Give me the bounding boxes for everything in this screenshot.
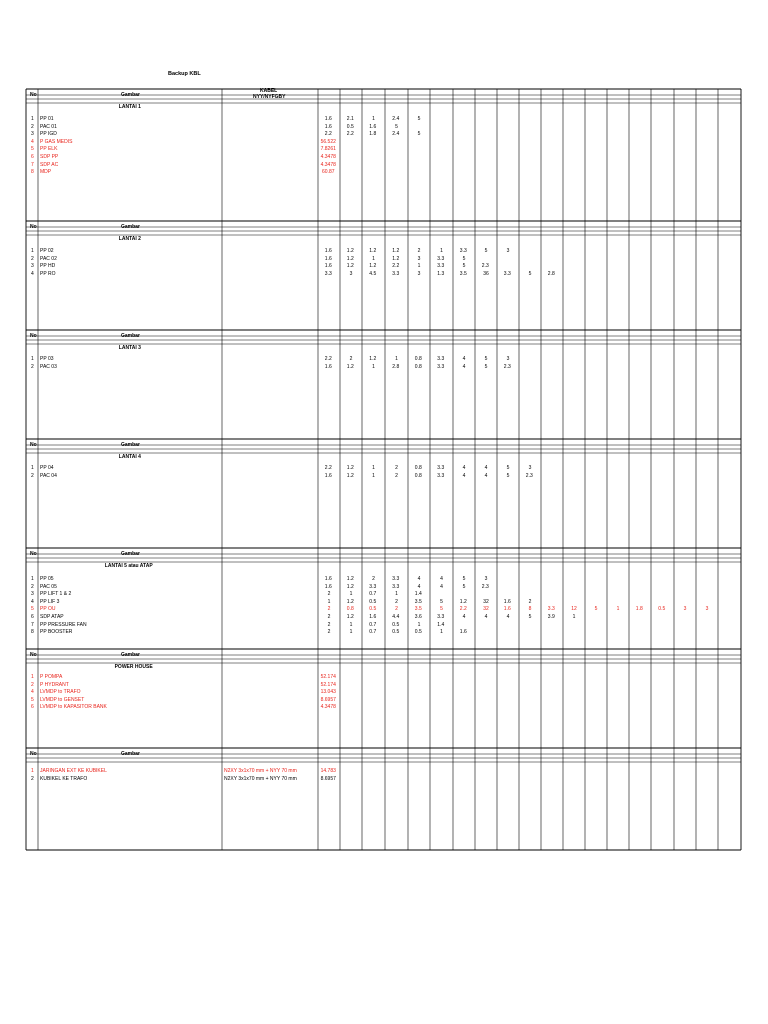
row-value: 1.8 (635, 606, 643, 613)
row-value: 52.174 (320, 681, 336, 688)
gambar-header: Gambar (121, 442, 140, 448)
row-value: 2.3 (503, 363, 511, 370)
row-number: 4 (31, 270, 34, 277)
row-value: 1.2 (346, 248, 354, 254)
row-number: 3 (31, 131, 34, 138)
row-value: 2 (417, 248, 421, 254)
row-value: 3.5 (414, 598, 422, 605)
row-value: 12 (571, 606, 577, 613)
row-value: 3.5 (459, 270, 467, 277)
gambar-header: Gambar (121, 652, 140, 658)
row-value: 1.2 (346, 255, 354, 262)
row-cable: N2XY 3x1x70 mm + NYY 70 mm (224, 768, 297, 774)
row-value: 3 (506, 248, 510, 254)
row-value: 2 (327, 629, 331, 636)
row-value: 1 (349, 629, 353, 636)
row-value: 3 (417, 255, 421, 262)
row-value: 4 (417, 576, 421, 582)
row-number: 2 (31, 363, 34, 370)
no-header: No (30, 224, 37, 230)
row-name: LVMDP to TRAFO (40, 689, 81, 696)
row-value: 1 (372, 363, 375, 370)
row-value: 0.5 (369, 598, 377, 605)
row-value: 4.3478 (320, 704, 336, 711)
row-value: 3 (417, 270, 421, 277)
row-value: 1.6 (369, 123, 377, 130)
gambar-header: Gambar (121, 551, 140, 557)
row-value: 1 (372, 255, 375, 262)
row-value: 2.2 (346, 131, 354, 138)
row-value: 1.2 (346, 472, 354, 479)
row-value: 5 (395, 123, 398, 130)
row-name: PP IGD (40, 131, 57, 138)
row-value: 0.7 (369, 629, 377, 636)
row-value: 1.6 (459, 629, 467, 636)
no-header: No (30, 652, 37, 658)
row-value: 13.043 (320, 689, 336, 696)
row-value: 0.5 (346, 123, 354, 130)
row-value: 1.2 (346, 576, 354, 582)
row-value: 2.8 (547, 270, 555, 277)
row-name: KUBIKEL KE TRAFO (40, 775, 88, 782)
row-value: 2 (327, 621, 331, 628)
row-value: 0.7 (369, 621, 377, 628)
row-name: PAC 04 (40, 472, 57, 479)
row-name: PP OU (40, 606, 56, 613)
page-title: Backup KBL (168, 71, 201, 77)
row-value: 3.3 (503, 270, 511, 277)
row-value: 3.3 (437, 263, 445, 270)
row-value: 1 (440, 629, 443, 636)
row-name: PP 04 (40, 465, 54, 471)
row-value: 0.8 (414, 465, 422, 471)
gambar-header: Gambar (121, 333, 140, 339)
row-value: 5 (484, 356, 488, 362)
no-header: No (30, 333, 37, 339)
row-value: 2 (372, 576, 375, 582)
section-title: POWER HOUSE (114, 664, 153, 670)
row-value: 3.3 (369, 583, 377, 590)
row-value: 2 (395, 606, 398, 613)
row-value: 4 (484, 465, 488, 471)
row-value: 2.1 (346, 116, 354, 122)
row-name: PP HD (40, 263, 56, 270)
no-header: No (30, 92, 37, 98)
row-value: 8.6957 (320, 696, 336, 703)
row-name: LVMDP to GENSET (40, 696, 85, 703)
row-value: 2.2 (392, 263, 400, 270)
section-title: LANTAI 1 (118, 104, 141, 110)
row-value: 3.3 (437, 255, 445, 262)
row-value: 56.522 (320, 138, 336, 145)
row-value: 3.3 (392, 583, 400, 590)
row-value: 3.3 (459, 248, 467, 254)
gambar-header: Gambar (121, 224, 140, 230)
row-value: 1.6 (324, 123, 332, 130)
row-name: JARINGAN EXT KE KUBIKEL (40, 768, 107, 774)
row-value: 1 (395, 591, 398, 598)
row-value: 2 (327, 591, 331, 598)
row-value: 4 (462, 614, 466, 620)
row-value: 1 (349, 621, 353, 628)
row-value: 1.6 (324, 576, 332, 582)
row-number: 1 (31, 356, 34, 362)
row-value: 2.4 (392, 116, 400, 122)
row-value: 5 (440, 606, 443, 613)
row-value: 4.3478 (320, 154, 336, 160)
row-value: 3.3 (392, 576, 400, 582)
row-value: 1.2 (346, 263, 354, 270)
row-value: 2.2 (459, 606, 467, 613)
row-value: 1.2 (346, 583, 354, 590)
row-value: 1.3 (437, 270, 445, 277)
row-value: 3.3 (437, 465, 445, 471)
row-number: 1 (31, 248, 34, 254)
row-value: 1.2 (392, 255, 400, 262)
row-value: 5 (528, 270, 532, 277)
row-cable: N2XY 3x1x70 mm + NYY 70 mm (224, 775, 297, 782)
row-value: 0.8 (414, 472, 422, 479)
row-number: 1 (31, 465, 34, 471)
row-value: 2.8 (392, 363, 400, 370)
row-number: 1 (31, 674, 34, 680)
row-value: 52.174 (320, 674, 336, 680)
row-value: 2.2 (324, 131, 332, 138)
row-number: 7 (31, 621, 34, 628)
row-name: PP LIFT 1 & 2 (40, 591, 72, 598)
row-number: 1 (31, 576, 34, 582)
row-value: 3.3 (392, 270, 400, 277)
row-value: 4.5 (369, 270, 377, 277)
row-value: 2 (327, 614, 331, 620)
row-value: 1 (327, 598, 331, 605)
row-value: 1.6 (369, 614, 377, 620)
row-number: 2 (31, 775, 34, 782)
row-value: 1.6 (324, 263, 332, 270)
row-value: 4 (484, 614, 488, 620)
gambar-header: Gambar (121, 751, 140, 757)
row-value: 4 (484, 472, 488, 479)
row-value: 60.87 (322, 169, 335, 176)
row-value: 2 (395, 472, 398, 479)
row-value: 0.5 (658, 606, 666, 613)
row-value: 4 (462, 356, 466, 362)
row-value: 0.5 (369, 606, 377, 613)
row-name: PAC 02 (40, 255, 57, 262)
row-value: 5 (528, 614, 532, 620)
row-value: 3.3 (437, 356, 445, 362)
row-name: SDP PP (40, 154, 59, 160)
row-value: 4 (440, 576, 443, 582)
row-name: SDP ATAP (40, 614, 64, 620)
row-value: 5 (462, 576, 466, 582)
row-name: MDP (40, 169, 52, 176)
row-value: 3.3 (437, 363, 445, 370)
row-value: 3.3 (324, 270, 332, 277)
row-value: 0.5 (414, 629, 422, 636)
row-value: 1.2 (369, 356, 377, 362)
row-number: 3 (31, 263, 34, 270)
row-value: 1.6 (503, 606, 511, 613)
row-value: 3.3 (437, 472, 445, 479)
row-number: 5 (31, 606, 34, 613)
row-number: 6 (31, 704, 34, 711)
row-value: 1.2 (346, 465, 354, 471)
row-value: 2 (395, 465, 398, 471)
row-name: PP 05 (40, 576, 54, 582)
row-number: 2 (31, 583, 34, 590)
row-value: 1.2 (392, 248, 400, 254)
row-value: 4 (462, 363, 466, 370)
row-value: 5 (462, 263, 466, 270)
row-value: 1.2 (346, 363, 354, 370)
row-value: 5 (462, 255, 466, 262)
row-name: SDP AC (40, 161, 59, 168)
row-value: 8.6957 (320, 775, 336, 782)
row-value: 3 (506, 356, 510, 362)
row-number: 3 (31, 591, 34, 598)
row-name: LVMDP to KAPASITOR BANK (40, 704, 107, 711)
row-value: 1.2 (459, 598, 467, 605)
no-header: No (30, 551, 37, 557)
row-value: 0.5 (392, 629, 400, 636)
row-name: PP 03 (40, 356, 54, 362)
row-value: 1.2 (346, 614, 354, 620)
row-value: 1.6 (503, 598, 511, 605)
row-value: 1.6 (324, 255, 332, 262)
row-value: 0.7 (369, 591, 377, 598)
row-value: 1.6 (324, 248, 332, 254)
row-value: 1 (349, 591, 353, 598)
row-value: 5 (506, 465, 510, 471)
row-value: 5 (594, 606, 598, 613)
row-name: PAC 01 (40, 123, 57, 130)
no-header: No (30, 442, 37, 448)
row-name: PP 02 (40, 248, 54, 254)
row-value: 1.2 (346, 598, 354, 605)
row-value: 1 (372, 465, 375, 471)
section-title: LANTAI 2 (118, 236, 141, 242)
row-value: 2.3 (481, 263, 489, 270)
row-value: 3.3 (437, 614, 445, 620)
row-value: 2 (349, 356, 353, 362)
kabel-header: KABEL (260, 88, 278, 94)
row-value: 5 (440, 598, 443, 605)
row-value: 3.9 (547, 614, 555, 620)
row-name: PP RO (40, 270, 56, 277)
row-value: 1 (572, 614, 576, 620)
row-value: 1 (440, 248, 443, 254)
row-value: 1 (372, 116, 375, 122)
row-value: 32 (483, 606, 489, 613)
row-name: PP LIF 3 (40, 598, 60, 605)
row-number: 2 (31, 681, 34, 688)
row-name: P GAS MEDIS (40, 138, 73, 145)
row-value: 3 (683, 606, 687, 613)
row-number: 8 (31, 629, 34, 636)
row-name: P POMPA (40, 674, 63, 680)
row-value: 32 (483, 598, 489, 605)
row-value: 5 (484, 363, 488, 370)
row-value: 0.8 (414, 356, 422, 362)
row-value: 2.2 (324, 465, 332, 471)
row-number: 2 (31, 472, 34, 479)
row-value: 2.4 (392, 131, 400, 138)
row-number: 5 (31, 146, 34, 153)
row-value: 5 (462, 583, 466, 590)
row-value: 4.4 (392, 614, 400, 620)
row-value: 1.6 (324, 583, 332, 590)
row-value: 1.4 (437, 621, 445, 628)
kabel-type-header: NYY/NYFGBY (253, 94, 286, 100)
row-value: 0.8 (346, 606, 354, 613)
row-name: P HYDRANT (40, 681, 69, 688)
row-value: 1.6 (324, 472, 332, 479)
row-value: 5 (484, 248, 488, 254)
row-number: 4 (31, 598, 34, 605)
row-value: 8 (528, 606, 532, 613)
row-value: 36 (483, 270, 489, 277)
no-header: No (30, 751, 37, 757)
row-value: 3.5 (414, 606, 422, 613)
row-number: 5 (31, 696, 34, 703)
row-value: 4.3478 (320, 161, 336, 168)
row-name: PP ELK (40, 146, 58, 153)
row-value: 3.3 (547, 606, 555, 613)
row-name: PAC 03 (40, 363, 57, 370)
row-name: PP BOOSTER (40, 629, 73, 636)
row-value: 3 (484, 576, 488, 582)
row-value: 1 (417, 263, 421, 270)
section-title: LANTAI 3 (118, 345, 141, 351)
row-value: 4 (440, 583, 443, 590)
row-name: PP 01 (40, 116, 54, 122)
row-number: 6 (31, 614, 34, 620)
row-value: 1.2 (369, 248, 377, 254)
row-value: 5 (506, 472, 510, 479)
row-value: 5 (417, 131, 421, 138)
row-number: 1 (31, 768, 34, 774)
row-value: 1.2 (369, 263, 377, 270)
row-name: PAC 05 (40, 583, 57, 590)
row-value: 1.4 (414, 591, 422, 598)
row-number: 2 (31, 255, 34, 262)
row-value: 4 (462, 465, 466, 471)
row-number: 2 (31, 123, 34, 130)
row-value: 2 (327, 606, 331, 613)
row-value: 14.783 (320, 768, 336, 774)
row-value: 1 (417, 621, 421, 628)
row-value: 7.8261 (320, 146, 336, 153)
row-value: 1 (395, 356, 398, 362)
row-value: 1.6 (324, 363, 332, 370)
row-value: 5 (417, 116, 421, 122)
row-value: 1 (616, 606, 620, 613)
section-title: LANTAI 4 (118, 454, 141, 460)
row-number: 8 (31, 169, 34, 176)
row-name: PP PRESSURE FAN (40, 621, 87, 628)
row-value: 2.3 (525, 472, 533, 479)
row-number: 7 (31, 161, 34, 168)
row-value: 1 (372, 472, 375, 479)
row-value: 3 (705, 606, 709, 613)
row-value: 4 (506, 614, 510, 620)
row-value: 1.6 (324, 116, 332, 122)
row-value: 0.8 (414, 363, 422, 370)
row-value: 3 (349, 270, 353, 277)
section-title: LANTAI 5 atau ATAP (104, 563, 153, 569)
row-value: 2.3 (481, 583, 489, 590)
row-value: 2 (528, 598, 532, 605)
row-value: 4 (462, 472, 466, 479)
row-number: 6 (31, 154, 34, 160)
row-number: 4 (31, 689, 34, 696)
row-value: 3 (528, 465, 532, 471)
row-value: 2.2 (324, 356, 332, 362)
row-number: 1 (31, 116, 34, 122)
gambar-header: Gambar (121, 92, 140, 98)
row-value: 1.8 (369, 131, 377, 138)
row-number: 4 (31, 138, 34, 145)
row-value: 3.6 (414, 614, 422, 620)
row-value: 4 (417, 583, 421, 590)
row-value: 0.5 (392, 621, 400, 628)
row-value: 2 (395, 598, 398, 605)
